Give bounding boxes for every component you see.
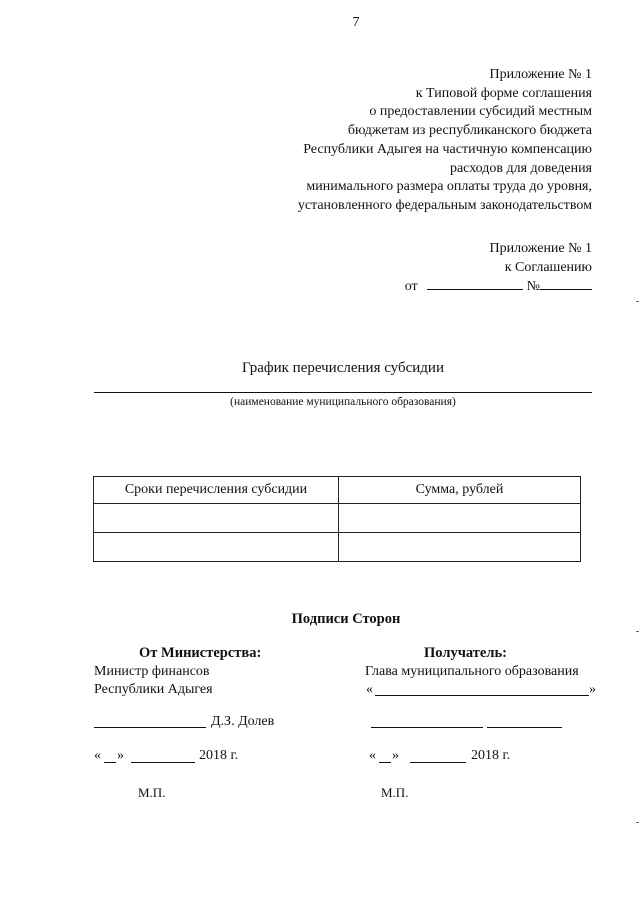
recipient-quote-open: « — [366, 682, 373, 697]
municipality-caption: (наименование муниципального образования) — [230, 396, 456, 408]
appendix-line: Республики Адыгея на частичную компенсацию — [303, 141, 592, 157]
page-number: 7 — [352, 15, 360, 30]
ministry-date-close: » — [117, 748, 124, 763]
recipient-position-line1: Глава муниципального образования — [365, 664, 579, 679]
ministry-year: 2018 г. — [199, 748, 239, 763]
table-cell[interactable] — [94, 504, 339, 533]
recipient-quote-close: » — [589, 682, 596, 697]
column-header-dates: Сроки перечисления субсидии — [94, 477, 339, 504]
recipient-date-open: « — [369, 748, 376, 763]
from-label: от — [404, 279, 418, 295]
ministry-position-line1: Министр финансов — [94, 664, 210, 679]
appendix-header — [298, 66, 592, 216]
municipality-name-line[interactable] — [94, 392, 592, 393]
recipient-heading: Получатель: — [424, 645, 507, 661]
table-cell[interactable] — [94, 533, 339, 562]
ministry-signature-line[interactable] — [94, 727, 206, 728]
ministry-signer-name: Д.З. Долев — [211, 714, 275, 729]
agreement-appendix-title: Приложение № 1 — [489, 241, 592, 256]
ministry-date-open: « — [94, 748, 101, 763]
table-cell[interactable] — [339, 533, 581, 562]
scan-edge-mark — [636, 631, 639, 632]
appendix-line: о предоставлении субсидий местным — [369, 104, 592, 120]
agreement-date-number-line — [405, 277, 592, 297]
appendix-line: расходов для доведения — [449, 160, 592, 176]
number-blank[interactable] — [540, 277, 592, 290]
ministry-heading: От Министерства: — [139, 645, 262, 661]
agreement-header — [405, 240, 592, 297]
table-row — [94, 504, 581, 533]
ministry-position-line2: Республики Адыгея — [94, 682, 213, 697]
column-header-amount: Сумма, рублей — [339, 477, 581, 504]
appendix-line: Приложение № 1 — [489, 67, 592, 82]
appendix-line: установленного федеральным законодательством — [297, 197, 592, 213]
schedule-table — [93, 476, 581, 562]
date-blank[interactable] — [427, 277, 523, 290]
appendix-line: минимального размера оплаты труда до уровня, — [306, 179, 592, 195]
recipient-year: 2018 г. — [471, 748, 511, 763]
table-cell[interactable] — [339, 504, 581, 533]
number-label: № — [526, 279, 540, 295]
ministry-month-blank[interactable] — [131, 762, 195, 763]
ministry-day-blank[interactable] — [104, 762, 116, 763]
table-header-row — [94, 477, 581, 504]
ministry-seal: М.П. — [138, 785, 166, 800]
appendix-line: бюджетам из республиканского бюджета — [347, 123, 592, 139]
recipient-signature-line[interactable] — [371, 727, 483, 728]
recipient-municipality-blank[interactable] — [375, 695, 589, 696]
scan-edge-mark — [636, 822, 639, 823]
agreement-subtitle: к Соглашению — [504, 259, 592, 275]
recipient-date-close: » — [392, 748, 399, 763]
recipient-seal: М.П. — [381, 785, 409, 800]
schedule-title: График перечисления субсидии — [242, 360, 444, 376]
appendix-line: к Типовой форме соглашения — [415, 85, 592, 101]
recipient-name-line[interactable] — [487, 727, 562, 728]
scan-edge-mark — [636, 301, 639, 302]
recipient-month-blank[interactable] — [410, 762, 466, 763]
recipient-day-blank[interactable] — [379, 762, 391, 763]
signatures-title: Подписи Сторон — [291, 611, 401, 627]
table-row — [94, 533, 581, 562]
